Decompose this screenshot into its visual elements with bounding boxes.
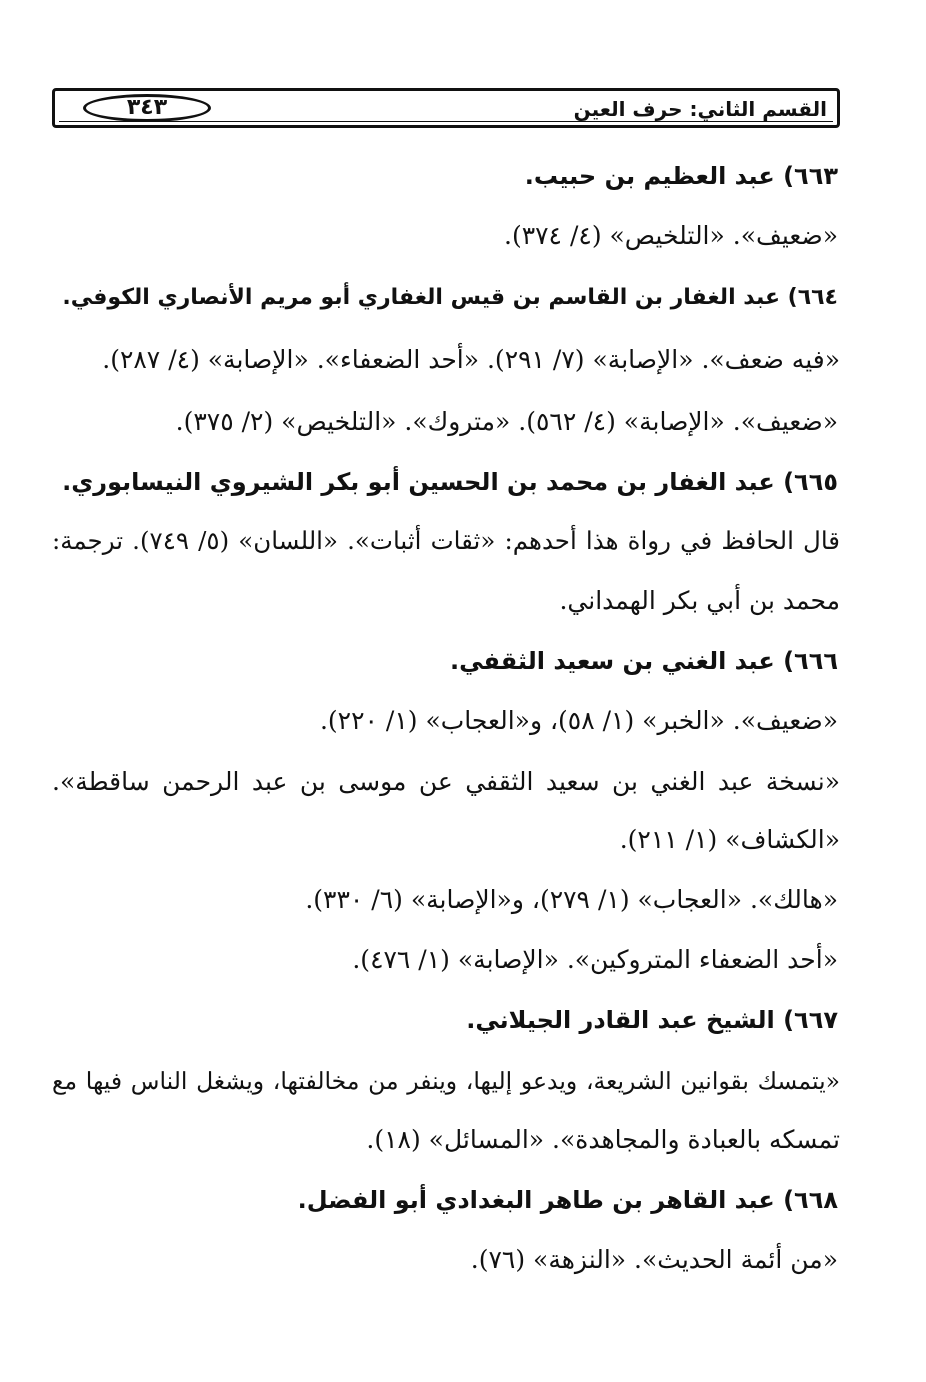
entry-663-heading: ٦٦٣) عبد العظيم بن حبيب. [524, 162, 838, 190]
entry-664-heading: ٦٦٤) عبد الغفار بن القاسم بن قيس الغفاري أبو مريم الأنصاري الكوفي. [62, 285, 838, 310]
entry-667-grade-cont: تمسكه بالعبادة والمجاهدة». «المسائل» (١٨). [366, 1125, 840, 1154]
entry-666-grade-1: «ضعيف». «الخبر» (١/ ٥٨)، و«العجاب» (١/ ٢٢٠). [319, 706, 838, 735]
entry-664-grade-1: «فيه ضعف». «الإصابة» (٧/ ٢٩١). «أحد الضعفاء». «الإصابة» (٤/ ٢٨٧). [102, 345, 840, 374]
entry-666-grade-4: «أحد الضعفاء المتروكين». «الإصابة» (١/ ٤٧٦). [352, 945, 838, 974]
entry-665-grade: قال الحافظ في رواة هذا أحدهم: «ثقات أثبات». «اللسان» (٥/ ٧٤٩). ترجمة: [52, 526, 840, 555]
section-title: القسم الثاني: حرف العين [573, 97, 827, 121]
entry-668-heading: ٦٦٨) عبد القاهر بن طاهر البغدادي أبو الفضل. [297, 1186, 838, 1214]
entry-665-grade-cont: محمد بن أبي بكر الهمداني. [559, 586, 840, 615]
entry-666-heading: ٦٦٦) عبد الغني بن سعيد الثقفي. [449, 647, 838, 675]
entry-668-grade: «من أئمة الحديث». «النزهة» (٧٦). [470, 1245, 838, 1274]
page-number: ٣٤٣ [83, 94, 211, 122]
running-header [52, 88, 840, 128]
entry-666-grade-2: «نسخة عبد الغني بن سعيد الثقفي عن موسى بن عبد الرحمن ساقطة». [52, 767, 840, 796]
entry-664-grade-2: «ضعيف». «الإصابة» (٤/ ٥٦٢). «متروك». «التلخيص» (٢/ ٣٧٥). [175, 407, 838, 436]
entry-667-grade: «يتمسك بقوانين الشريعة، ويدعو إليها، وينفر من مخالفتها، ويشغل الناس فيها مع [52, 1067, 840, 1095]
entry-665-heading: ٦٦٥) عبد الغفار بن محمد بن الحسين أبو بكر الشيروي النيسابوري. [62, 468, 838, 496]
entry-666-grade-3: «هالك». «العجاب» (١/ ٢٧٩)، و«الإصابة» (٦/ ٣٣٠). [305, 885, 838, 914]
entry-667-heading: ٦٦٧) الشيخ عبد القادر الجيلاني. [466, 1006, 838, 1034]
entry-663-grade: «ضعيف». «التلخيص» (٤/ ٣٧٤). [504, 221, 838, 250]
entry-666-grade-2-cont: «الكشاف» (١/ ٢١١). [619, 825, 840, 854]
